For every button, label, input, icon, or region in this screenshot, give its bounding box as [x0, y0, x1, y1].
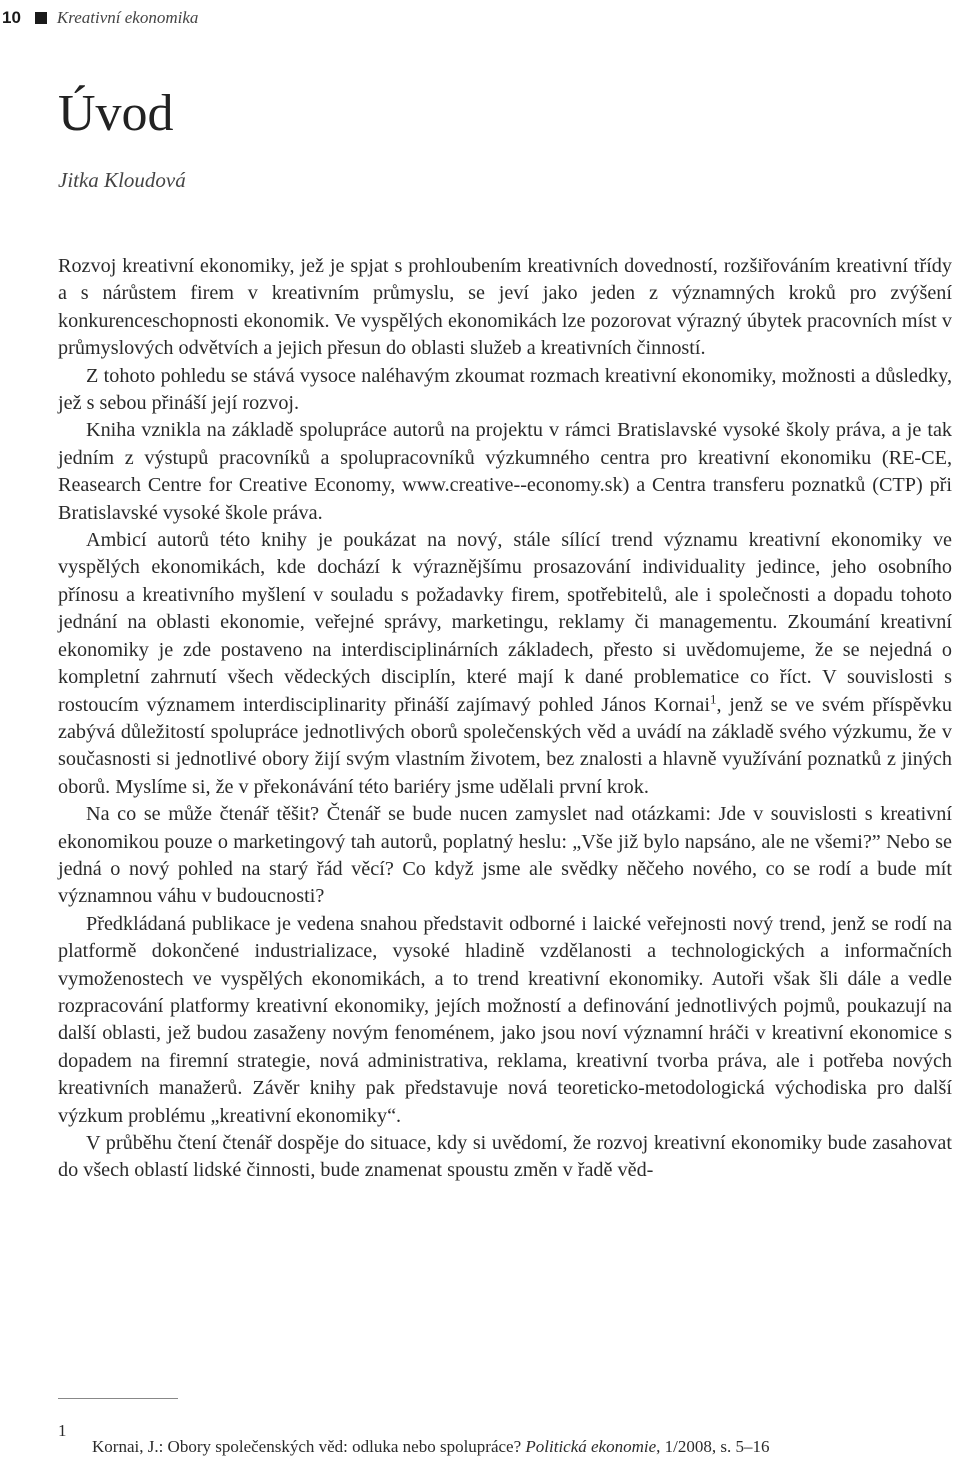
square-bullet-icon	[35, 12, 47, 24]
paragraph: Z tohoto pohledu se stává vysoce naléhavým zkoumat rozmach kreativní ekonomiky, možnosti a důsledky, jež s sebou přináší její rozvoj.	[58, 364, 952, 415]
paragraph: Na co se může čtenář těšit? Čtenář se bude nucen zamyslet nad otázkami: Jde v souvislosti s kreativní ekonomikou pouze o marketingový tah autorů, poplatný heslu: „Vše již bylo napsáno, ale ne všemi?” Nebo se jedná o nový pohled na starý řád věcí? Co když jsme ale svědky něčeho nového, co se rodí a bude mít významnou váhu v budoucnosti?	[58, 803, 952, 908]
footnote-text	[92, 1437, 770, 1457]
chapter-body	[58, 253, 952, 1185]
chapter-title: Úvod	[58, 85, 174, 142]
footnote-divider	[58, 1398, 178, 1399]
paragraph-text: Ambicí autorů této knihy je poukázat na nový, stále sílící trend významu kreativní ekonomiky ve vyspělých ekonomikách, kde dochází k výraznějšímu prosazování individuality jedince, jeho osobního přínosu a kreativního myšlení v souladu s požadavky firem, spotřebitelů, ale i společnosti a dopadu tohoto jednání na oblasti ekonomie, veřejné správy, marketingu, reklamy či managementu. Zkoumání kreativní ekonomiky je zde postaveno na interdisciplinárních základech, přesto si uvědomujeme, že se nejedná o kompletní zahrnutí všech vědeckých disciplín, které mají k dané problematice co říct. V souvislosti s rostoucím významem interdisciplinarity přináší zajímavý pohled János Kornai	[58, 529, 952, 716]
paragraph: V průběhu čtení čtenář dospěje do situace, kdy si uvědomí, že rozvoj kreativní ekonomiky bude zasahovat do všech oblastí lidské činnosti, bude znamenat spoustu změn v řadě věd-	[58, 1132, 952, 1182]
paragraph: Kniha vznikla na základě spolupráce autorů na projektu v rámci Bratislavské vysoké školy práva, a je tak jedním z výstupů pracovníků a spolupracovníků výzkumného centra pro kreativní ekonomiku (RE-CE, Reasearch Centre for Creative Economy, www.creative--economy.sk) a Centra transferu poznatků (CTP) při Bratislavské vysoké škole práva.	[58, 419, 952, 524]
chapter-author: Jitka Kloudová	[58, 168, 186, 192]
paragraph: Rozvoj kreativní ekonomiky, jež je spjat s prohloubením kreativních dovedností, rozšiřováním kreativní třídy a s nárůstem firem v kreativním průmyslu, se jeví jako jeden z významných kroků pro zvýšení konkurenceschopnosti ekonomik. Ve vyspělých ekonomikách lze pozorovat výrazný úbytek pracovních míst v průmyslových odvětvích a jejich přesun do oblasti služeb a kreativních činností.	[58, 255, 952, 360]
paragraph-with-footnote	[58, 527, 952, 801]
footnote-citation: Kornai, J.: Obory společenských věd: odluka nebo spolupráce?	[92, 1437, 526, 1456]
page-number: 10	[2, 8, 21, 27]
paragraph: Předkládaná publikace je vedena snahou představit odborné i laické veřejnosti nový trend, jenž se rodí na platformě dokončené industrializace, vysoké hladině vzdělanosti a technologických a informačních vymoženostech ve vyspělých ekonomikách, a to trend kreativní ekonomiky. Autoři však šli dále a vedle rozpracování platformy kreativní ekonomiky, jejích možností a definování jednotlivých pojmů, poukazují na další oblasti, jež budou zasaženy novým fenoménem, jako jsou noví významní hráči v kreativní ekonomice s dopadem na firemní strategie, nová administrativa, reklama, kreativní tvorba práva, ale i potřeba nových kreativních manažerů. Závěr knihy pak představuje nová teoreticko-metodologická východiska pro další výzkum problému „kreativní ekonomiky“.	[58, 912, 952, 1127]
running-title: Kreativní ekonomika	[56, 8, 199, 27]
footnote-number: 1	[58, 1421, 67, 1440]
footnote-reference[interactable]: 1	[709, 690, 717, 706]
footnote-journal: Politická ekonomie	[525, 1437, 657, 1456]
paragraph-text: , jenž se ve svém příspěvku zabývá důležitostí spolupráce jednotlivých oborů společenských věd a uvádí na základě svého výzkumu, že v současnosti si jednotlivé obory žijí svým vlastním životem, bez znalosti a hlavně využívání poznatků z jiných oborů. Myslíme si, že v překonávání této bariéry jsme udělali první krok.	[58, 693, 952, 798]
footnote-citation-end: , 1/2008, s. 5–16	[656, 1437, 770, 1456]
running-header	[0, 6, 198, 30]
